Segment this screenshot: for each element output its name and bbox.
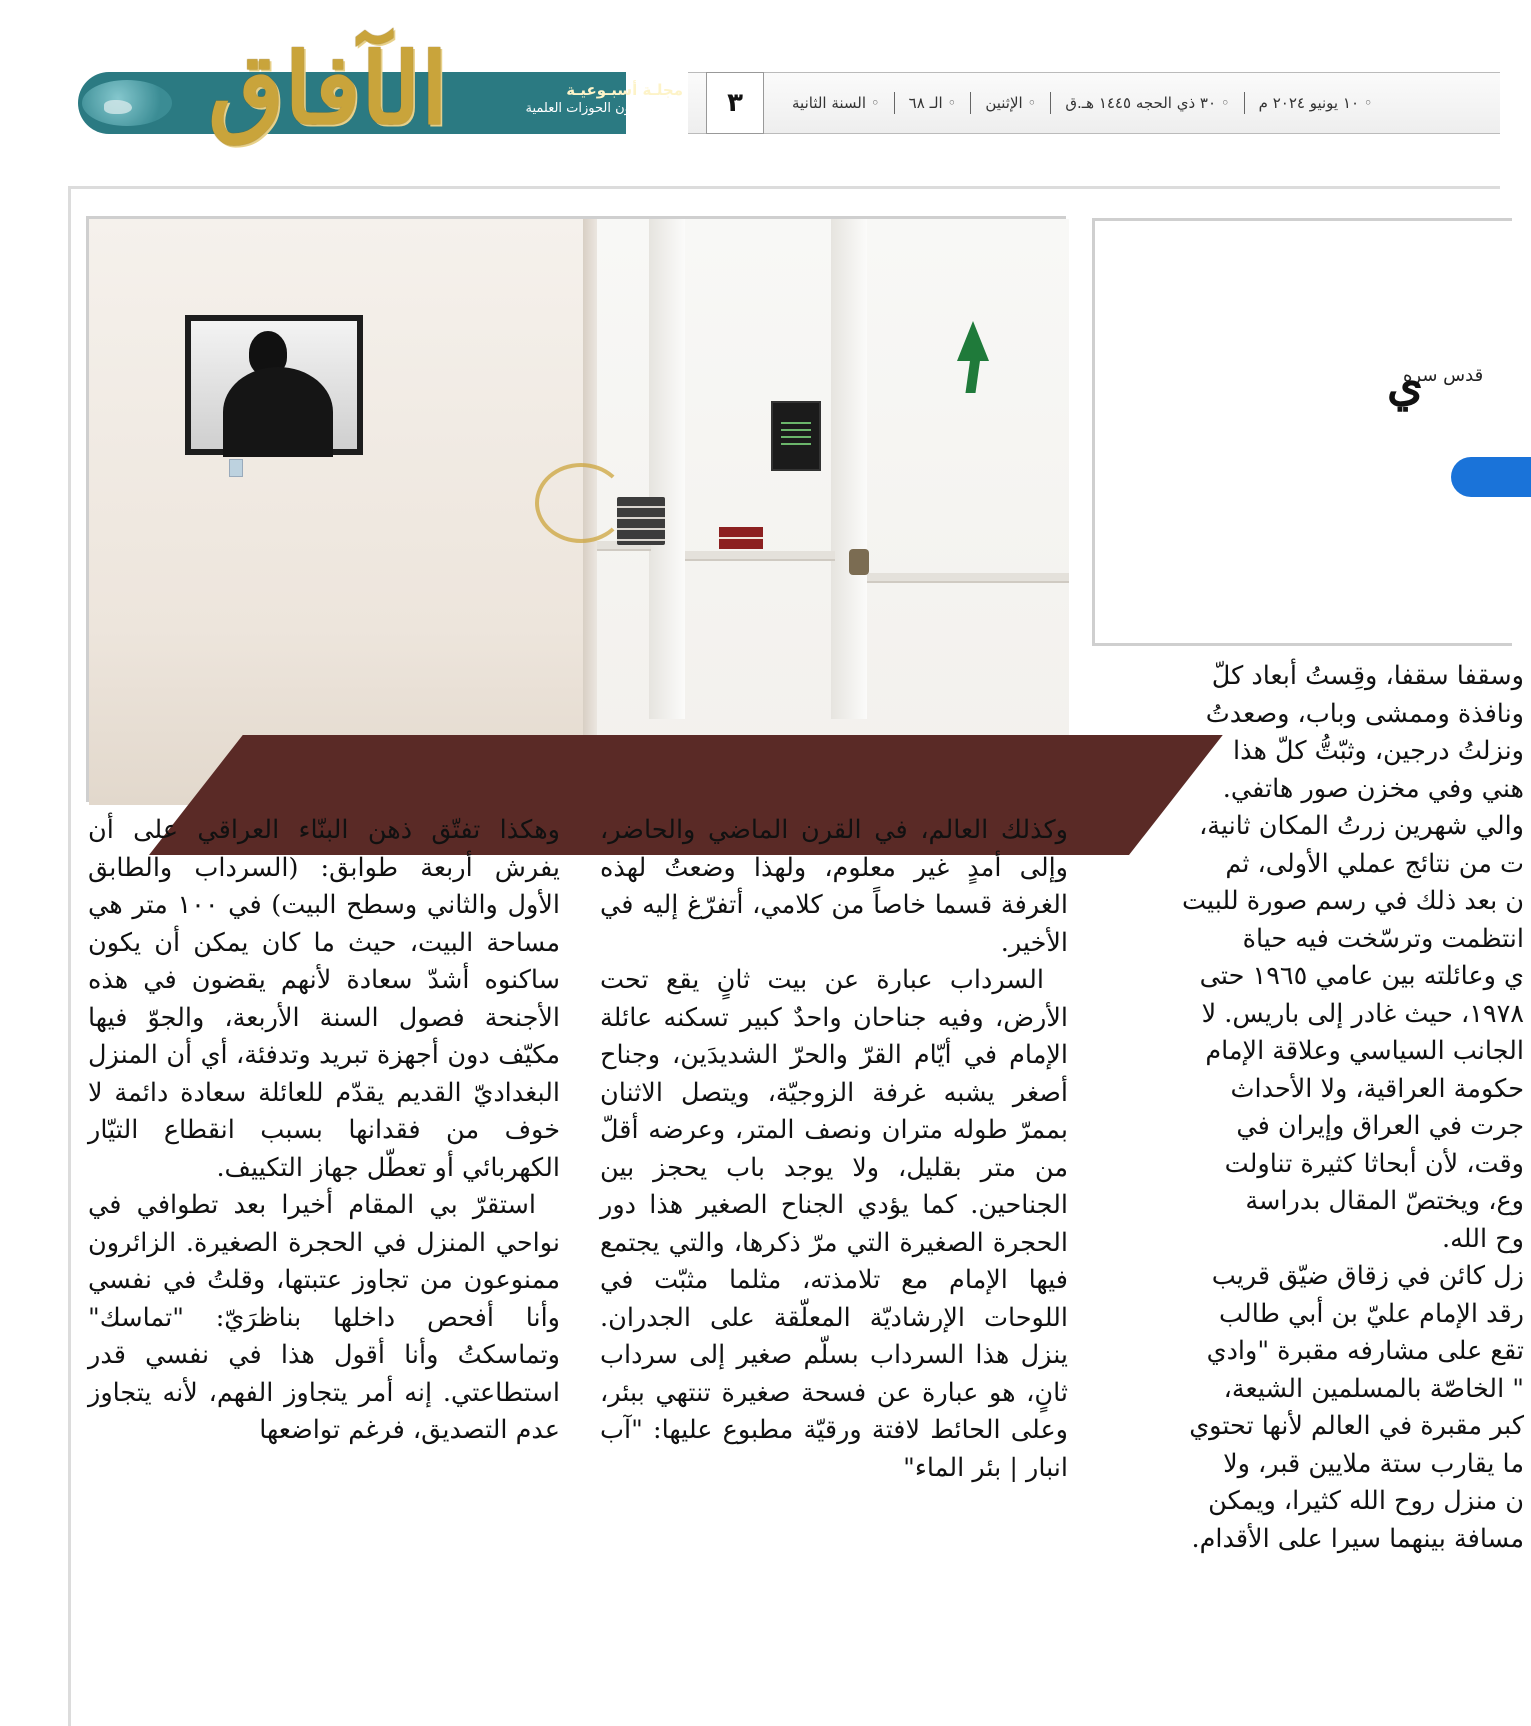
text-line: انتظمت وترسّخت فيه حياة bbox=[1242, 923, 1524, 954]
issue-meta-row bbox=[778, 72, 1500, 134]
portrait-label-tag bbox=[229, 459, 243, 477]
paragraph: وكذلك العالم، في القرن الماضي والحاضر، وإلى أمدٍ غير معلوم، ولهذا وضعتُ لهذه الغرفة قسما خاصاً من كلامي، أتفرّغ إليه في الأخير. bbox=[600, 815, 1068, 958]
book-stack bbox=[719, 527, 763, 549]
paragraph: السرداب عبارة عن بيت ثانٍ يقع تحت الأرض، وفيه جناحان واحدٌ كبير تسكنه عائلة الإمام في أيّام القرّ والحرّ الشديدَين، وجناح أصغر يشبه غرفة الزوجيّة، ويتصل الاثنان بممرّ طوله متران ونصف المتر، وعرضه أقلّ من متر بقليل، ولا يوجد باب يحجز بين الجناحين. كما يؤدي الجناح الصغير هذا دور الحجرة الصغيرة التي مرّ ذكرها، والتي يجتمع فيها الإمام مع تلامذته، مثلما مثبّت في اللوحات الإرشاديّة المعلّقة على الجدران. ينزل هذا السرداب بسلّم صغير إلى سرداب ثانٍ، هو عبارة عن فسحة صغيرة تنتهي ببئر، وعلى الحائط لافتة ورقيّة مطبوع عليها: "آب انبار | بئر الماء" bbox=[600, 965, 1068, 1483]
page-number: ٣ bbox=[706, 72, 764, 134]
meta-year: ◦ السنة الثانية bbox=[778, 94, 894, 112]
article-column-right bbox=[1104, 658, 1524, 1718]
text-line: هني وفي مخزن صور هاتفي. bbox=[1222, 773, 1524, 804]
photo-left-wall bbox=[89, 219, 589, 805]
article-photo bbox=[86, 216, 1066, 802]
title-panel bbox=[1092, 218, 1512, 646]
text-line: كبر مقبرة في العالم لأنها تحتوي bbox=[1189, 1411, 1524, 1441]
text-line: حكومة العراقية، ولا الأحداث bbox=[1230, 1073, 1524, 1104]
tagline-subtitle: تهتـم بشؤون الحوزات العلمية bbox=[525, 101, 683, 116]
title-fragment: ي bbox=[1387, 357, 1424, 411]
blue-accent-shape bbox=[1451, 457, 1531, 497]
arrow-up-icon bbox=[957, 321, 989, 361]
text-line: ي وعائلته بين عامي ١٩٦٥ حتى bbox=[1199, 961, 1524, 991]
framed-portrait bbox=[185, 315, 363, 455]
watermark-logo bbox=[535, 463, 627, 543]
text-line: ن منزل روح الله كثيرا، ويمكن bbox=[1208, 1486, 1524, 1516]
text-line: وقت، لأن أبحاثا كثيرة تناولت bbox=[1224, 1148, 1524, 1179]
text-line: وع، ويختصّ المقال بدراسة bbox=[1245, 1186, 1524, 1216]
tagline-weekly: مجلـة أسبـوعيـة bbox=[566, 81, 683, 99]
text-line: رقد الإمام عليّ بن أبي طالب bbox=[1219, 1298, 1524, 1329]
text-line: ١٩٧٨، حيث غادر إلى باريس. لا bbox=[1201, 998, 1524, 1029]
text-line: وسقفا سقفا، وقِستُ أبعاد كلّ bbox=[1211, 661, 1524, 691]
meta-weekday: ◦ الإثنين bbox=[971, 94, 1050, 112]
text-line: والي شهرين زرتُ المكان ثانية، bbox=[1199, 811, 1524, 841]
text-line: وح الله. bbox=[1442, 1223, 1524, 1254]
paragraph: وهكذا تفتّق ذهن البنّاء العراقي على أن يفرش أربعة طوابق: (السرداب والطابق الأول والثاني وسطح البيت) في ١٠٠ متر هي مساحة البيت، حيث ما كان يمكن أن يكون ساكنوه أشدّ سعادة لأنهم يقضون في هذه الأجنحة فصول السنة الأربعة، والجوّ فيها مكيّف دون أجهزة تبريد وتدفئة، أي أن المنزل البغداديّ القديم يقدّم للعائلة سعادة دائمة لا خوف من فقدانها بسبب انقطاع التيّار الكهربائي أو تعطّل جهاز التكييف. bbox=[88, 815, 560, 1183]
globe-icon bbox=[82, 80, 172, 126]
meta-gregorian-date: ◦ ١٠ يونيو ٢٠٢٤ م bbox=[1245, 94, 1387, 112]
magazine-logo: الآفاق bbox=[208, 32, 448, 147]
text-line: ن بعد ذلك في رسم صورة للبيت bbox=[1182, 886, 1524, 916]
honorific-mark: قدس سره bbox=[1403, 365, 1484, 386]
text-line: زل كائن في زقاق ضيّق قريب bbox=[1211, 1261, 1524, 1291]
portrait-image bbox=[191, 321, 357, 449]
wall-control-panel bbox=[771, 401, 821, 471]
photo-shelf bbox=[867, 573, 1069, 583]
text-line: تقع على مشارفه مقبرة "وادي bbox=[1206, 1336, 1524, 1366]
text-line: ت من نتائج عملي الأولى، ثم bbox=[1225, 848, 1524, 879]
paragraph: استقرّ بي المقام أخيرا بعد تطوافي في نواحي المنزل في الحجرة الصغيرة. الزائرون ممنوعون من تجاوز عتبتها، وقلتُ في نفسي وأنا أفحص داخلها بناظرَيّ: "تماسك" وتماسكتُ وأنا أقول هذا في نفسي قدر استطاعتي. إنه أمر يتجاوز الفهم، لأنه يتجاوز عدم التصديق، فرغم تواضعها bbox=[88, 1190, 560, 1445]
text-line: ونزلتُ درجين، وثبّتُّ كلّ هذا bbox=[1233, 736, 1524, 766]
article-column-left bbox=[88, 812, 560, 1722]
text-line: مسافة بينهما سيرا على الأقدام. bbox=[1191, 1523, 1524, 1554]
photo-pillar bbox=[831, 219, 867, 719]
photo-shelf bbox=[685, 551, 835, 561]
portrait-figure-body bbox=[223, 367, 333, 457]
meta-hijri-date: ◦ ٣٠ ذي الحجه ١٤٤٥ هـ.ق bbox=[1051, 94, 1243, 112]
text-line: جرت في العراق وإيران في bbox=[1236, 1111, 1524, 1141]
text-line: ونافذة وممشى وباب، وصعدتُ bbox=[1205, 698, 1524, 729]
photo-pillar bbox=[649, 219, 685, 719]
meta-issue: ◦ الـ ٦٨ bbox=[895, 94, 971, 112]
text-line: " الخاصّة بالمسلمين الشيعة، bbox=[1223, 1373, 1524, 1404]
masthead bbox=[78, 32, 1500, 147]
book-stack bbox=[617, 497, 665, 545]
small-jar bbox=[849, 549, 869, 575]
article-column-middle bbox=[600, 812, 1068, 1722]
text-line: ما يقارب ستة ملايين قبر، ولا bbox=[1223, 1448, 1524, 1479]
text-line: الجانب السياسي وعلاقة الإمام bbox=[1205, 1036, 1524, 1066]
globe-land-shape bbox=[104, 100, 132, 114]
magazine-tagline bbox=[458, 80, 683, 118]
